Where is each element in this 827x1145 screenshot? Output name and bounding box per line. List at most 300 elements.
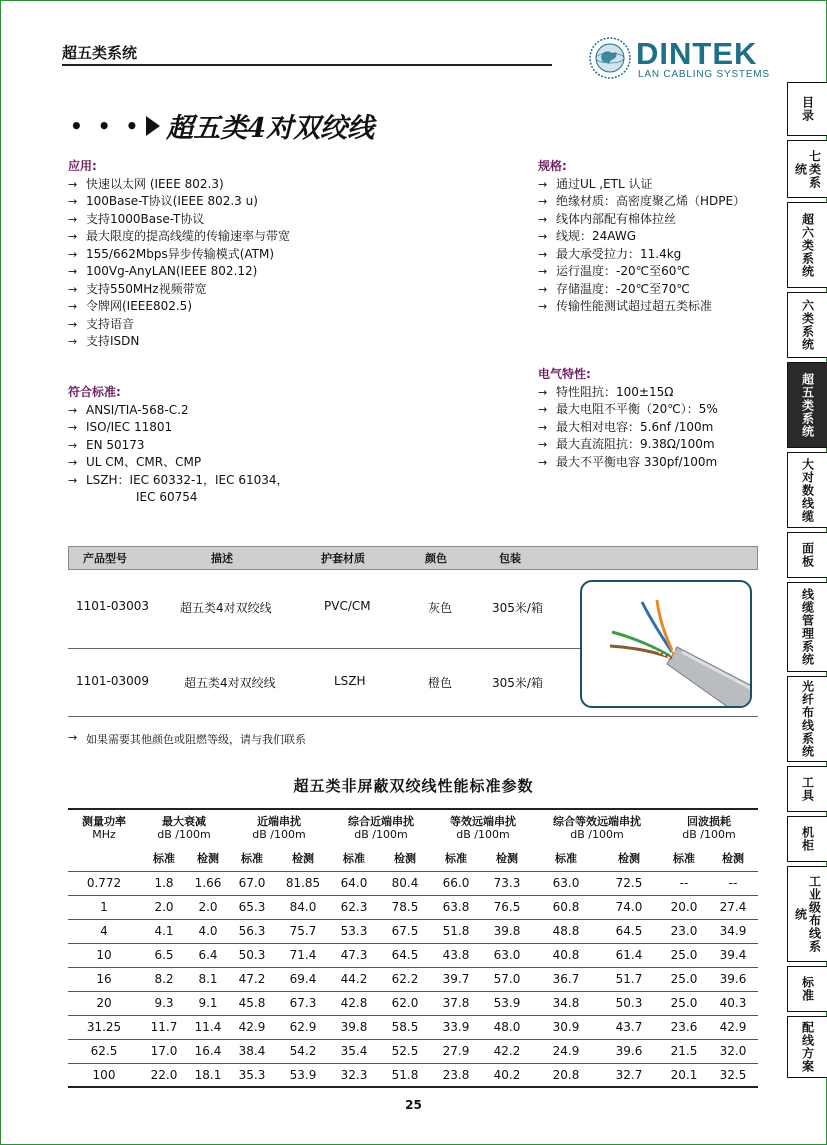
list-item-text: 最大不平衡电容 330pf/100m [556,454,718,469]
subheader-standard: 标准 [228,845,276,871]
subheader-standard: 标准 [534,845,598,871]
product-jacket: PVC/CM [324,599,371,613]
arrow-icon: → [538,438,548,451]
table-row [68,895,758,919]
list-item [68,437,468,455]
page-number: 25 [405,1098,422,1112]
logo-name: DINTEK [636,36,758,71]
list-item [538,211,778,229]
list-item [68,193,468,211]
value-cell: 23.0 [660,919,708,943]
list-item [538,436,778,454]
arrow-icon: → [538,282,548,296]
list-item-text: 支持1000Base-T协议 [86,211,205,226]
product-model: 1101-03009 [76,674,150,688]
value-cell: 35.4 [330,1039,378,1063]
side-tab-label: 七类系统 [793,149,822,189]
value-cell: 74.0 [598,895,660,919]
value-cell: 32.5 [708,1063,758,1087]
title-text: 超五类4对双绞线 [166,113,375,144]
list-item-text: LSZH：IEC 60332-1，IEC 61034， [86,472,289,487]
value-cell: 48.0 [480,1015,534,1039]
value-cell: 84.0 [276,895,330,919]
value-cell: 64.5 [378,943,432,967]
value-cell: 60.8 [534,895,598,919]
value-cell: 39.6 [708,967,758,991]
list-item-text: ANSI/TIA-568-C.2 [86,402,189,417]
value-cell: 25.0 [660,991,708,1015]
column-header-name: 综合等效远端串扰 [553,814,641,828]
arrow-icon: → [538,265,548,278]
value-cell: 57.0 [480,967,534,991]
value-cell: 72.5 [598,871,660,895]
side-tab-label: 大对数线缆 [800,457,815,523]
value-cell: 69.4 [276,967,330,991]
side-tab[interactable] [787,866,827,962]
value-cell: 48.8 [534,919,598,943]
side-tab[interactable] [787,202,827,288]
value-cell: 40.8 [534,943,598,967]
value-cell: 62.3 [330,895,378,919]
value-cell: 39.8 [330,1015,378,1039]
standards-block [68,384,468,507]
list-item [68,472,468,490]
performance-subheader-row [68,845,758,871]
arrow-icon: → [68,265,78,278]
value-cell: -- [708,871,758,895]
value-cell: 39.7 [432,967,480,991]
arrow-icon: → [538,403,548,416]
side-tab[interactable] [787,676,827,762]
value-cell: 9.3 [140,991,188,1015]
side-tab-label: 工具 [800,776,815,802]
product-row-divider [68,648,583,649]
value-cell: 56.3 [228,919,276,943]
performance-column-header [432,809,534,845]
triangle-icon [146,116,160,136]
column-header-unit: dB /100m [354,827,408,841]
arrow-icon: → [538,420,548,434]
list-item [538,176,778,194]
logo-subtitle: LAN CABLING SYSTEMS [638,69,770,80]
list-item-text: 100Vg-AnyLAN(IEEE 802.12) [86,264,258,278]
frequency-cell: 10 [68,943,140,967]
product-description: 超五类4对双绞线 [184,676,276,690]
list-item-text: 最大承受拉力：11.4kg [556,246,682,261]
arrow-icon: → [68,195,78,208]
value-cell: 51.7 [598,967,660,991]
page-title [70,106,374,145]
list-item-text: 最大限度的提高线缆的传输速率与带宽 [86,229,291,243]
value-cell: 45.8 [228,991,276,1015]
value-cell: 71.4 [276,943,330,967]
value-cell: 8.2 [140,967,188,991]
list-item [538,298,778,316]
table-row [68,943,758,967]
list-item-text: 存储温度：-20℃至70℃ [556,281,690,296]
col-header-jacket: 护套材质 [321,552,365,565]
frequency-cell: 31.25 [68,1015,140,1039]
value-cell: 44.2 [330,967,378,991]
side-tab-label: 目录 [800,96,815,122]
value-cell: 64.0 [330,871,378,895]
value-cell: 6.5 [140,943,188,967]
value-cell: 27.4 [708,895,758,919]
frequency-cell: 100 [68,1063,140,1087]
side-tab-label: 面板 [800,542,815,568]
arrow-icon: → [68,421,78,434]
list-item-text: ISO/IEC 11801 [86,420,173,434]
value-cell: 32.0 [708,1039,758,1063]
list-item [538,193,778,211]
list-item [538,384,778,402]
arrow-icon: → [68,212,78,226]
list-item-text: UL CM、CMR、CMP [86,455,202,469]
value-cell: 43.8 [432,943,480,967]
arrow-icon: → [68,247,78,261]
arrow-icon: → [538,300,548,313]
list-item [538,263,778,281]
side-tab[interactable] [787,582,827,672]
frequency-cell: 1 [68,895,140,919]
side-tab[interactable] [787,452,827,528]
arrow-icon: → [68,317,78,331]
value-cell: 20.0 [660,895,708,919]
side-tab[interactable] [787,140,827,198]
value-cell: 43.7 [598,1015,660,1039]
list-item-text: 最大直流阻抗：9.38Ω/100m [556,437,715,451]
performance-column-header [228,809,330,845]
list-item [538,454,778,472]
side-tab-label: 线缆管理系统 [800,588,815,666]
applications-heading: 应用: [68,159,97,173]
list-item-text: 155/662Mbps异步传输模式(ATM) [86,246,275,261]
arrow-icon: → [68,403,78,417]
electrical-block [538,366,778,471]
list-item-text: 支持550MHz视频带宽 [86,281,207,296]
col-header-model: 产品型号 [83,552,127,565]
value-cell: 4.0 [188,919,228,943]
list-item-text: 传输性能测试超过超五类标准 [556,299,713,313]
applications-block [68,158,468,351]
value-cell: 34.9 [708,919,758,943]
list-item-text: EN 50173 [86,437,145,452]
side-tab[interactable] [787,1016,827,1078]
product-description: 超五类4对双绞线 [180,601,272,615]
value-cell: 42.9 [228,1015,276,1039]
value-cell: 1.8 [140,871,188,895]
arrow-icon: → [68,230,78,243]
value-cell: 67.3 [276,991,330,1015]
value-cell: 66.0 [432,871,480,895]
arrow-icon: → [68,731,78,744]
side-tab[interactable] [787,816,827,862]
section-title: 超五类系统 [62,44,138,62]
list-item-text: 通过UL ,ETL 认证 [556,176,653,191]
table-row [68,967,758,991]
value-cell: 30.9 [534,1015,598,1039]
list-item-text: 令牌网(IEEE802.5) [86,299,193,313]
col-header-package: 包装 [499,552,521,565]
specs-list [538,176,778,316]
list-item [68,281,468,299]
frequency-cell: 20 [68,991,140,1015]
product-jacket: LSZH [334,674,366,688]
product-package: 305米/箱 [492,676,543,690]
performance-column-header [330,809,432,845]
arrow-icon: → [538,177,548,191]
value-cell: 50.3 [228,943,276,967]
value-cell: 54.2 [276,1039,330,1063]
value-cell: 17.0 [140,1039,188,1063]
list-item-text: 快速以太网 (IEEE 802.3) [86,176,224,191]
performance-table [68,808,758,1088]
value-cell: 58.5 [378,1015,432,1039]
specs-block [538,158,778,316]
value-cell: 42.8 [330,991,378,1015]
value-cell: 53.9 [276,1063,330,1087]
value-cell: 18.1 [188,1063,228,1087]
arrow-icon: → [68,335,78,348]
value-cell: 23.8 [432,1063,480,1087]
value-cell: 76.5 [480,895,534,919]
value-cell: 63.0 [534,871,598,895]
value-cell: 38.4 [228,1039,276,1063]
value-cell: 39.6 [598,1039,660,1063]
subheader-standard: 标准 [660,845,708,871]
value-cell: 64.5 [598,919,660,943]
side-tab-label: 六类系统 [800,299,815,351]
value-cell: 80.4 [378,871,432,895]
column-header-unit: dB /100m [252,827,306,841]
list-item [68,228,468,246]
value-cell: 40.3 [708,991,758,1015]
standards-continuation: IEC 60754 [136,490,198,504]
brand-logo [588,36,773,84]
column-header-unit: dB /100m [157,827,211,841]
table-row [68,1039,758,1063]
list-item-text: 运行温度：-20℃至60℃ [556,264,690,278]
side-tab[interactable] [787,532,827,578]
list-item [68,246,468,264]
list-item-text: 支持语音 [86,316,135,331]
value-cell: 2.0 [140,895,188,919]
side-tab[interactable] [787,966,827,1012]
value-cell: 25.0 [660,943,708,967]
value-cell: 65.3 [228,895,276,919]
side-tab-label: 光纤布线系统 [800,680,815,758]
value-cell: 39.8 [480,919,534,943]
standards-list [68,402,468,490]
value-cell: 63.0 [480,943,534,967]
arrow-icon: → [68,456,78,469]
note [68,731,306,747]
list-item [538,281,778,299]
column-header-unit: dB /100m [570,827,624,841]
value-cell: 24.9 [534,1039,598,1063]
value-cell: 6.4 [188,943,228,967]
header-rule [62,64,552,66]
arrow-icon: → [538,195,548,208]
value-cell: 36.7 [534,967,598,991]
side-tab-label: 超五类系统 [800,372,815,438]
value-cell: 9.1 [188,991,228,1015]
col-header-description: 描述 [211,552,233,565]
subheader-standard: 标准 [330,845,378,871]
column-header-name: 测量功率 [82,814,126,828]
arrow-icon: → [68,177,78,191]
column-header-name: 等效远端串扰 [450,814,516,828]
value-cell: 11.4 [188,1015,228,1039]
side-tab-label: 超六类系统 [800,212,815,278]
list-item [538,246,778,264]
value-cell: 22.0 [140,1063,188,1087]
table-row [68,1063,758,1087]
subheader-blank [68,845,140,871]
list-item-text: 线体内部配有棉体拉丝 [556,211,677,226]
value-cell: 2.0 [188,895,228,919]
value-cell: 40.2 [480,1063,534,1087]
value-cell: 62.9 [276,1015,330,1039]
side-tab[interactable] [787,82,827,136]
performance-header-row [68,809,758,845]
list-item [538,401,778,419]
arrow-icon: → [538,247,548,261]
performance-column-header [660,809,758,845]
note-text: 如果需要其他颜色或阻燃等级，请与我们联系 [86,733,306,746]
table-row [68,871,758,895]
value-cell: 47.2 [228,967,276,991]
frequency-cell: 16 [68,967,140,991]
frequency-cell: 62.5 [68,1039,140,1063]
value-cell: 62.0 [378,991,432,1015]
subheader-measured: 检测 [708,845,758,871]
list-item-text: 最大相对电容：5.6nf /100m [556,419,714,434]
side-tabs [787,82,827,1082]
list-item [538,419,778,437]
specs-heading: 规格: [538,159,567,173]
value-cell: 27.9 [432,1039,480,1063]
value-cell: 37.8 [432,991,480,1015]
arrow-icon: → [68,473,78,487]
arrow-icon: → [538,385,548,399]
column-header-unit: dB /100m [682,827,736,841]
subheader-measured: 检测 [480,845,534,871]
list-item [68,454,468,472]
electrical-list [538,384,778,472]
side-tab-label: 工业级布线系统 [793,875,822,953]
product-table-bottom [68,716,758,717]
list-item [68,211,468,229]
value-cell: 23.6 [660,1015,708,1039]
column-header-name: 综合近端串扰 [348,814,414,828]
frequency-cell: 0.772 [68,871,140,895]
performance-column-header [534,809,660,845]
arrow-icon: → [68,300,78,313]
subheader-standard: 标准 [432,845,480,871]
value-cell: 4.1 [140,919,188,943]
arrow-icon: → [68,438,78,452]
table-row [68,919,758,943]
value-cell: 11.7 [140,1015,188,1039]
arrow-icon: → [538,212,548,226]
applications-list [68,176,468,351]
value-cell: 50.3 [598,991,660,1015]
subheader-standard: 标准 [140,845,188,871]
value-cell: 67.5 [378,919,432,943]
value-cell: 63.8 [432,895,480,919]
value-cell: 75.7 [276,919,330,943]
list-item [68,263,468,281]
frequency-cell: 4 [68,919,140,943]
value-cell: 20.8 [534,1063,598,1087]
performance-table-title: 超五类非屏蔽双绞线性能标准参数 [293,777,534,795]
standards-heading: 符合标准: [68,385,121,399]
value-cell: 53.3 [330,919,378,943]
cable-illustration [582,582,752,708]
product-package: 305米/箱 [492,601,543,615]
list-item-text: 绝缘材质：高密度聚乙烯（HDPE） [556,194,746,208]
column-header-name: 最大衰减 [162,814,206,828]
list-item-text: 最大电阻不平衡（20℃）：5% [556,402,718,416]
column-header-name: 近端串扰 [257,814,301,828]
arrow-icon: → [538,230,548,243]
column-header-name: 回波损耗 [687,814,731,828]
value-cell: 34.8 [534,991,598,1015]
value-cell: 78.5 [378,895,432,919]
product-model: 1101-03003 [76,599,150,613]
side-tab-label: 机柜 [800,826,815,852]
value-cell: 51.8 [378,1063,432,1087]
side-tab[interactable] [787,362,827,448]
col-header-color: 颜色 [425,552,447,565]
product-color: 灰色 [428,601,453,615]
list-item-text: 支持ISDN [86,334,140,348]
list-item [68,298,468,316]
title-dots: • • • [70,113,143,138]
performance-column-header [68,809,140,845]
arrow-icon: → [538,455,548,469]
value-cell: 1.66 [188,871,228,895]
product-color: 橙色 [428,676,453,690]
globe-icon [588,36,632,80]
performance-column-header [140,809,228,845]
list-item [68,419,468,437]
table-row [68,991,758,1015]
value-cell: 52.5 [378,1039,432,1063]
list-item [68,402,468,420]
cable-image [580,580,752,708]
value-cell: 62.2 [378,967,432,991]
list-item [538,228,778,246]
value-cell: 8.1 [188,967,228,991]
column-header-unit: MHz [92,827,116,841]
value-cell: 47.3 [330,943,378,967]
list-item [68,333,468,351]
value-cell: 42.9 [708,1015,758,1039]
subheader-measured: 检测 [276,845,330,871]
value-cell: 16.4 [188,1039,228,1063]
arrow-icon: → [68,282,78,296]
value-cell: 21.5 [660,1039,708,1063]
side-tab[interactable] [787,292,827,358]
value-cell: -- [660,871,708,895]
product-table-header [68,546,758,570]
column-header-unit: dB /100m [456,827,510,841]
value-cell: 73.3 [480,871,534,895]
value-cell: 81.85 [276,871,330,895]
side-tab-label: 配线方案 [800,1021,815,1073]
